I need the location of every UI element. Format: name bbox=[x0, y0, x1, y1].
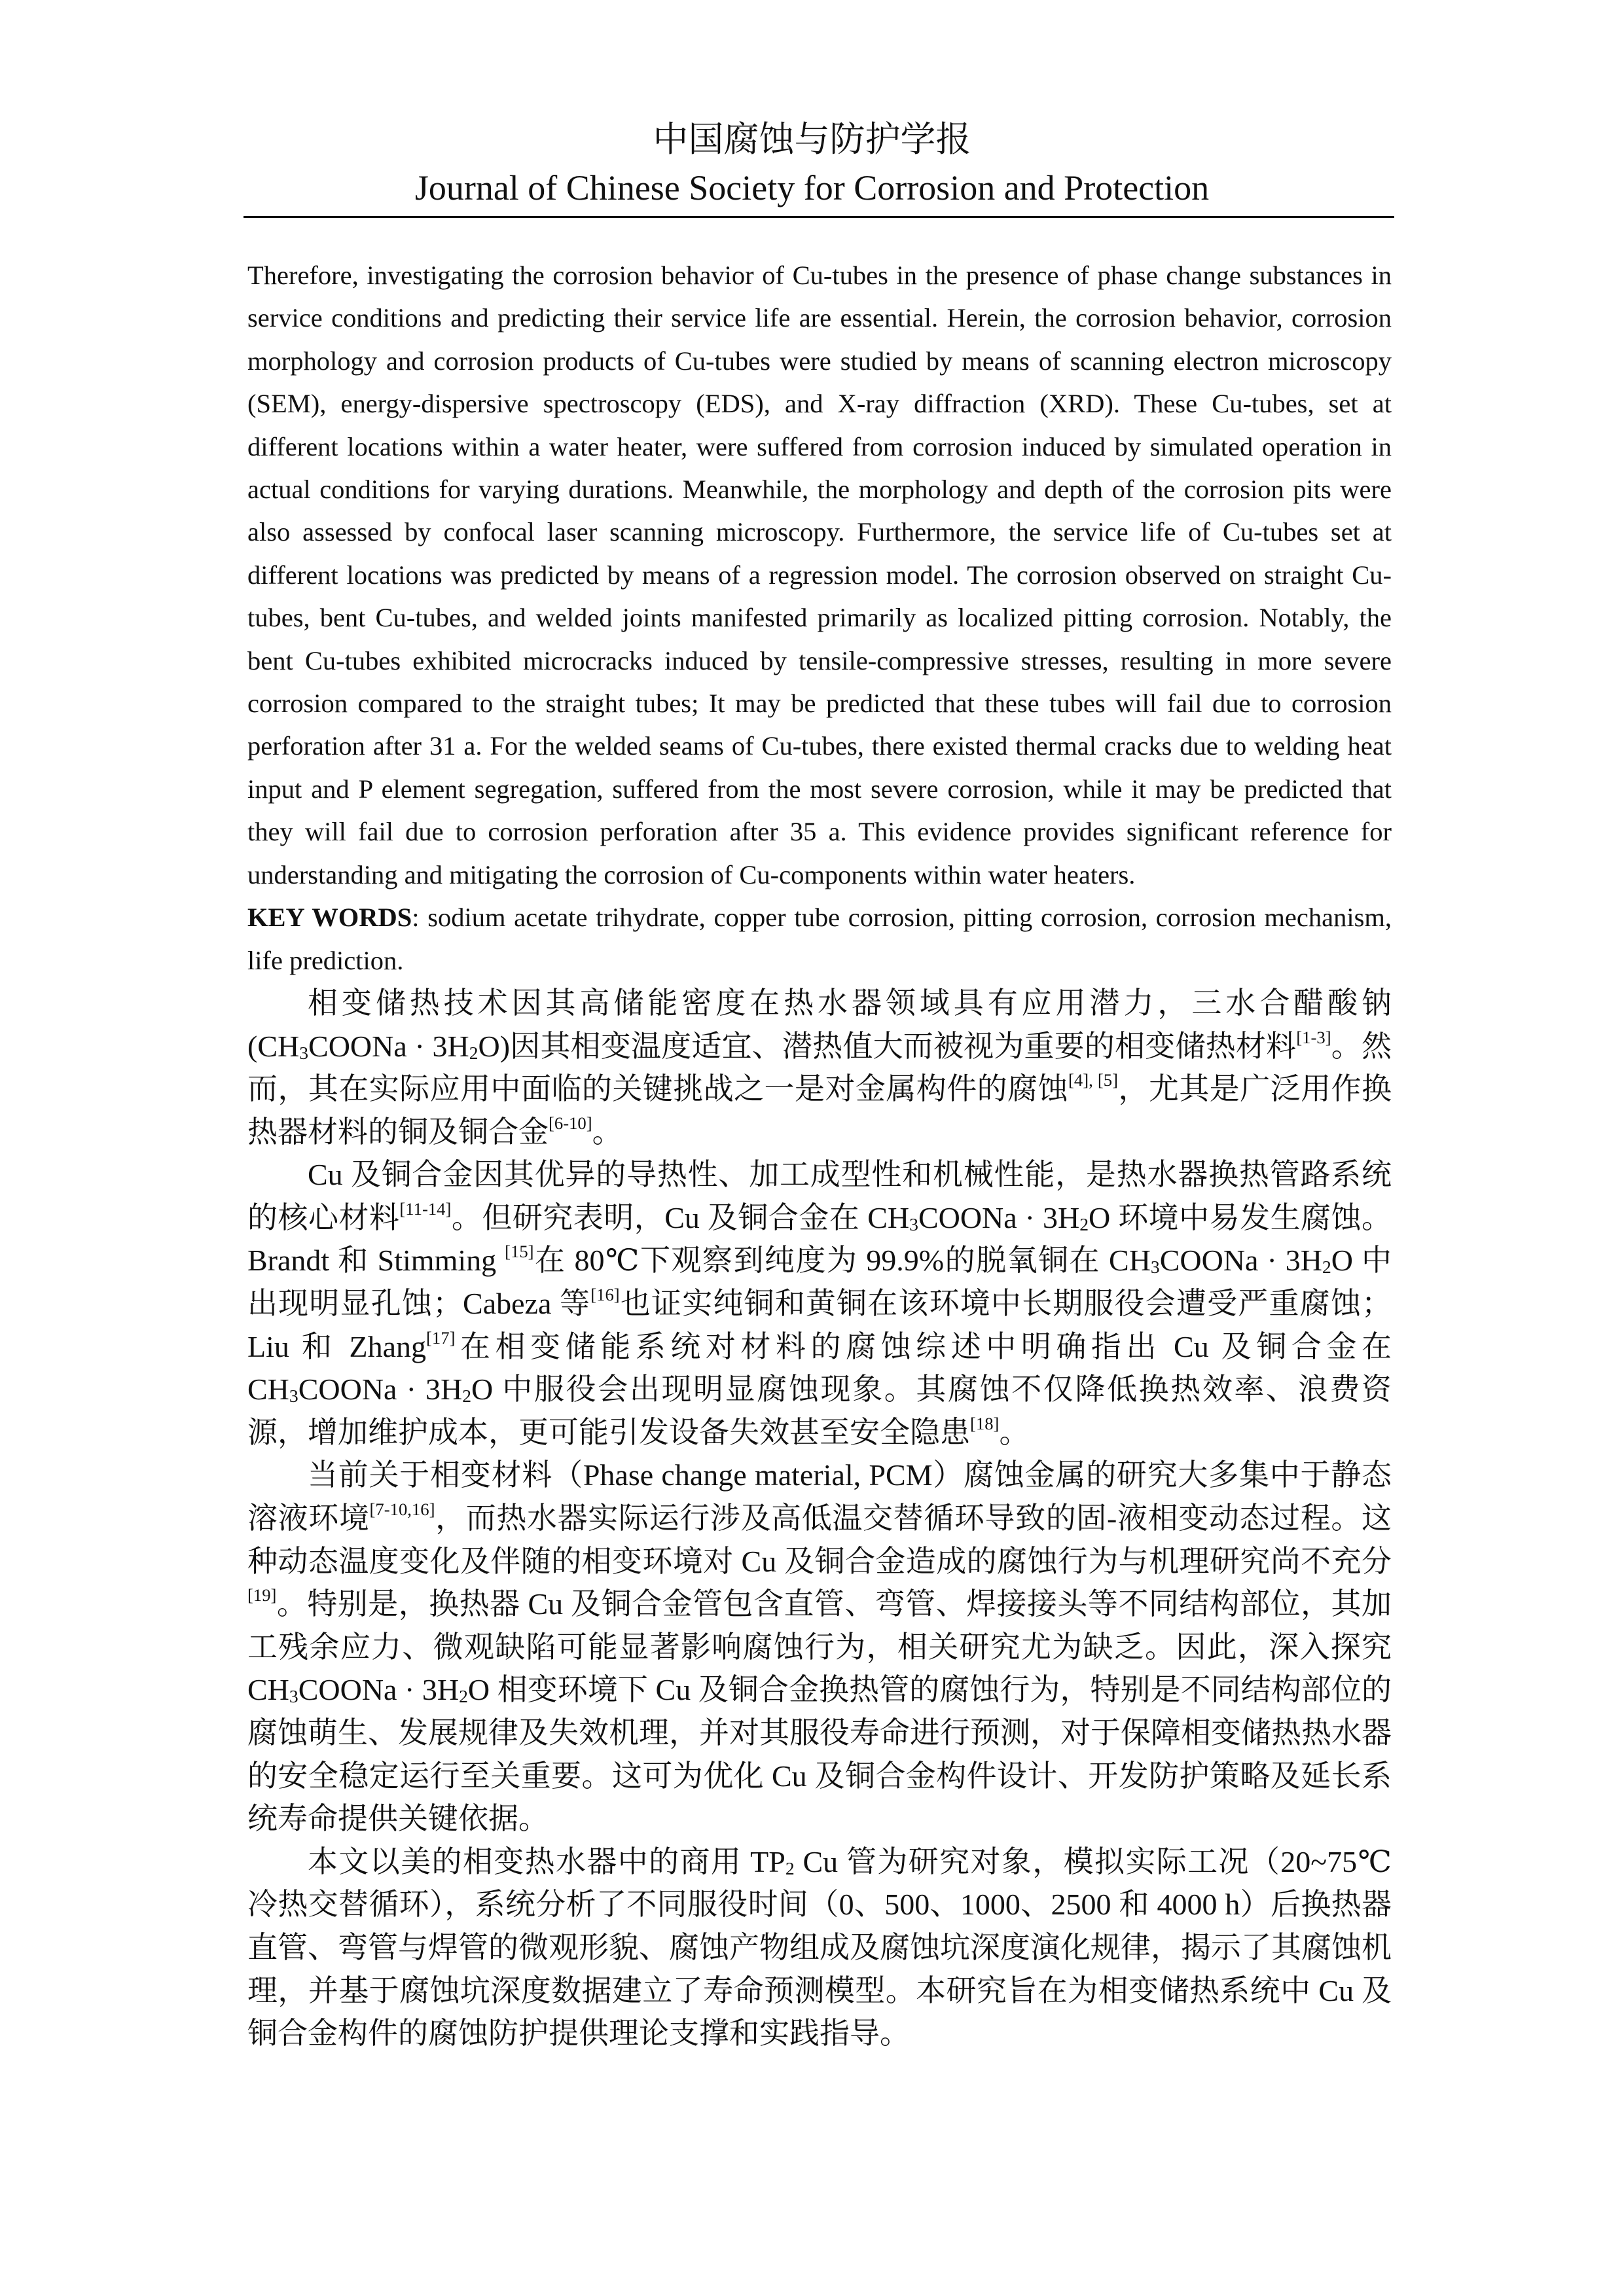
paragraph-intro-1: 相变储热技术因其高储能密度在热水器领域具有应用潜力，三水合醋酸钠$(CH_3COONa \cdot 3H_2O)$因其相变温度适宜、潜热值大而被视为重要的相变储热材料[1-3]。然而，其在实际应用中面临的关键挑战之一是对金属构件的腐蚀[4], [5]，尤其是广泛用作换热器材料的铜及铜合金[6-10]。 bbox=[247, 986, 1392, 1149]
subscript: 3 bbox=[1150, 1257, 1160, 1278]
keywords-label: KEY WORDS bbox=[247, 903, 412, 933]
citation-ref: [7-10,16] bbox=[369, 1499, 435, 1520]
paragraph-intro-4: 本文以美的相变热水器中的商用 $TP_2$ Cu 管为研究对象，模拟实际工况（20~75℃冷热交替循环），系统分析了不同服役时间（0、500、1000、2500 和 4000 h）后换热器直管、弯管与焊管的微观形貌、腐蚀产物组成及腐蚀坑深度演化规律，揭示了其腐蚀机理，并基于腐蚀坑深度数据建立了寿命预测模型。本研究旨在为相变储热系统中 Cu 及铜合金构件的腐蚀防护提供理论支撑和实践指导。 bbox=[247, 1844, 1392, 2051]
subscript: 3 bbox=[299, 1042, 309, 1063]
keywords-text: : sodium acetate trihydrate, copper tube corrosion, pitting corrosion, corrosion mechanism, life prediction. bbox=[247, 903, 1392, 975]
subscript: 2 bbox=[785, 1857, 795, 1878]
citation-ref: [18] bbox=[970, 1413, 1000, 1433]
subscript: 2 bbox=[459, 1686, 468, 1707]
page-body bbox=[247, 254, 1392, 2055]
paragraph-intro-3: 当前关于相变材料（Phase change material, PCM）腐蚀金属的研究大多集中于静态溶液环境[7-10,16]，而热水器实际运行涉及高低温交替循环导致的固-液相变动态过程。这种动态温度变化及伴随的相变环境对 Cu 及铜合金造成的腐蚀行为与机理研究尚不充分[19]。特别是，换热器 Cu 及铜合金管包含直管、弯管、焊接接头等不同结构部位，其加工残余应力、微观缺陷可能显著影响腐蚀行为，相关研究尤为缺乏。因此，深入探究 $CH_3COONa \cdot 3H_2O$ 相变环境下 Cu 及铜合金换热管的腐蚀行为，特别是不同结构部位的腐蚀萌生、发展规律及失效机理，并对其服役寿命进行预测，对于保障相变储热热水器的安全稳定运行至关重要。这可为优化 Cu 及铜合金构件设计、开发防护策略及延长系统寿命提供关键依据。 bbox=[247, 1458, 1392, 1836]
citation-ref: [15] bbox=[505, 1242, 534, 1262]
subscript: 3 bbox=[289, 1386, 298, 1407]
citation-ref: [17] bbox=[426, 1327, 456, 1348]
citation-ref: [6-10] bbox=[549, 1113, 592, 1133]
subscript: 2 bbox=[1079, 1214, 1089, 1234]
subscript: 3 bbox=[909, 1214, 918, 1234]
abstract-english: Therefore, investigating the corrosion behavior of Cu-tubes in the presence of phase change substances in service conditions and predicting their service life are essential. Herein, the corrosion behavior, corrosion morphology and corrosion products of Cu-tubes were studied by means of scanning electron microscopy (SEM), energy-dispersive spectroscopy (EDS), and X-ray diffraction (XRD). These Cu-tubes, set at different locations within a water heater, were suffered from corrosion induced by simulated operation in actual conditions for varying durations. Meanwhile, the morphology and depth of the corrosion pits were also assessed by confocal laser scanning microscopy. Furthermore, the service life of Cu-tubes set at different locations was predicted by means of a regression model. The corrosion observed on straight Cu-tubes, bent Cu-tubes, and welded joints manifested primarily as localized pitting corrosion. Notably, the bent Cu-tubes exhibited microcracks induced by tensile-compressive stresses, resulting in more severe corrosion compared to the straight tubes; It may be predicted that these tubes will fail due to corrosion perforation after 31 a. For the welded seams of Cu-tubes, there existed thermal cracks due to welding heat input and P element segregation, suffered from the most severe corrosion, while it may be predicted that they will fail due to corrosion perforation after 35 a. This evidence provides significant reference for understanding and mitigating the corrosion of Cu-components within water heaters. bbox=[247, 260, 1392, 889]
journal-title-english: Journal of Chinese Society for Corrosion and Protection bbox=[414, 168, 1210, 207]
keywords bbox=[247, 896, 1392, 982]
header-rule bbox=[244, 216, 1394, 218]
citation-ref: [16] bbox=[590, 1285, 620, 1305]
citation-ref: [19] bbox=[247, 1585, 277, 1605]
citation-ref: [1-3] bbox=[1296, 1027, 1331, 1047]
subscript: 2 bbox=[1322, 1257, 1331, 1278]
subscript: 2 bbox=[469, 1042, 478, 1063]
citation-ref: [4], [5] bbox=[1068, 1070, 1118, 1090]
citation-ref: [11-14] bbox=[399, 1198, 452, 1219]
journal-title-chinese: 中国腐蚀与防护学报 bbox=[653, 120, 971, 159]
paragraph-intro-2: Cu 及铜合金因其优异的导热性、加工成型性和机械性能，是热水器换热管路系统的核心材料[11-14]。但研究表明，Cu 及铜合金在 $CH_3COONa \cdot 3H_2O$ 环境中易发生腐蚀。Brandt 和 Stimming [15]在 80℃下观察到纯度为 99.9%的脱氧铜在 $CH_3COONa \cdot 3H_2O$ 中出现明显孔蚀；Cabeza 等[16]也证实纯铜和黄铜在该环境中长期服役会遭受严重腐蚀；Liu 和 Zhang[17]在相变储能系统对材料的腐蚀综述中明确指出 Cu 及铜合金在 $CH_3COONa \cdot 3H_2O$ 中服役会出现明显腐蚀现象。其腐蚀不仅降低换热效率、浪费资源，增加维护成本，更可能引发设备失效甚至安全隐患[18]。 bbox=[247, 1158, 1392, 1449]
subscript: 3 bbox=[289, 1686, 298, 1707]
subscript: 2 bbox=[462, 1386, 472, 1407]
